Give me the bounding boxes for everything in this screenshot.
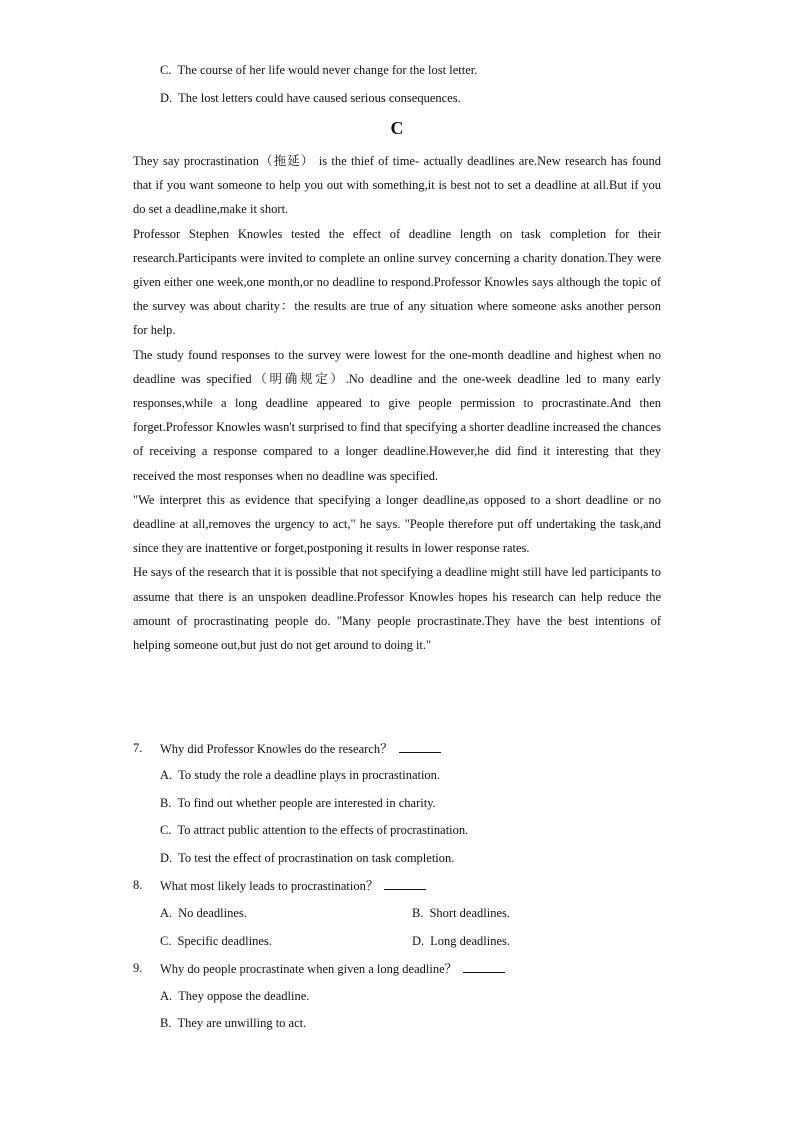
question-stem-text: What most likely leads to procrastination？ (160, 879, 379, 893)
option-text: Specific deadlines. (177, 934, 272, 948)
passage-paragraph: They say procrastination（拖延） is the thief of time- actually deadlines are.New research has found that if you want someone to help you out with something,it is best not to set a deadline at all.But if you do set a deadline,make it short. (133, 154, 661, 217)
question-number: 9. (133, 961, 143, 975)
question-stem-text: Why did Professor Knowles do the research？ (160, 742, 393, 756)
question-7 (133, 740, 653, 756)
option-text: To test the effect of procrastination on task completion. (178, 851, 455, 865)
question-stem (160, 960, 505, 977)
option-letter: C. (160, 934, 172, 948)
option-letter: C. (160, 63, 172, 77)
option-letter: A. (160, 989, 173, 1003)
q9-option-a (160, 988, 309, 1004)
option-text: Short deadlines. (429, 906, 511, 920)
q9-option-b (160, 1015, 306, 1031)
option-letter: D. (412, 934, 425, 948)
answer-blank[interactable] (463, 960, 505, 973)
question-stem (160, 740, 441, 757)
q8-option-a (160, 905, 247, 921)
passage-paragraph: "We interpret this as evidence that specifying a longer deadline,as opposed to a short deadline or no deadline at all,removes the urgency to act," he says. "People therefore put off undertaking the task,and since they are inattentive or forget,postponing it results in lower response rates. (133, 492, 661, 556)
option-letter: B. (412, 906, 424, 920)
question-9 (133, 960, 653, 976)
passage-paragraph: The study found responses to the survey were lowest for the one-month deadline and highest when no deadline was specified（明确规定）.No deadline and the one-week deadline led to many early responses,while a long deadline appeared to give people permission to procrastinate.And then forget.Professor Knowles wasn't surprised to find that specifying a shorter deadline increased the chances of receiving a response compared to a longer deadline.However,he did find it interesting that they received the most responses when no deadline was specified. (133, 347, 661, 483)
option-text: To find out whether people are interested in charity. (177, 796, 436, 810)
q7-option-c (160, 822, 468, 838)
option-text: To study the role a deadline plays in procrastination. (178, 768, 441, 782)
option-letter: C. (160, 823, 172, 837)
option-text: To attract public attention to the effects of procrastination. (177, 823, 469, 837)
option-text: The course of her life would never change for the lost letter. (177, 63, 478, 77)
option-text: The lost letters could have caused serious consequences. (178, 91, 461, 105)
answer-blank[interactable] (384, 877, 426, 890)
reading-passage (133, 149, 661, 657)
option-text: No deadlines. (178, 906, 247, 920)
prev-option-d (160, 90, 461, 106)
question-8 (133, 877, 653, 893)
option-text: Long deadlines. (430, 934, 510, 948)
q8-option-b (412, 905, 510, 921)
option-letter: A. (160, 906, 173, 920)
question-stem-text: Why do people procrastinate when given a long deadline？ (160, 962, 458, 976)
option-text: They oppose the deadline. (178, 989, 310, 1003)
q7-option-b (160, 795, 436, 811)
question-stem (160, 877, 426, 894)
option-text: They are unwilling to act. (177, 1016, 307, 1030)
section-heading: C (390, 118, 404, 138)
question-number: 8. (133, 878, 143, 892)
prev-option-c (160, 62, 477, 78)
option-letter: D. (160, 851, 173, 865)
q7-option-d (160, 850, 454, 866)
question-number: 7. (133, 741, 143, 755)
q7-option-a (160, 767, 440, 783)
passage-paragraph: Professor Stephen Knowles tested the effect of deadline length on task completion for their research.Participants were invited to complete an online survey concerning a charity donation.They were given either one week,one month,or no deadline to respond.Professor Knowles says although the topic of the survey was about charity：the results are true of any situation where someone asks another person for help. (133, 226, 661, 338)
option-letter: B. (160, 1016, 172, 1030)
q8-option-c (160, 933, 272, 949)
passage-paragraph: He says of the research that it is possible that not specifying a deadline might still have led participants to assume that there is an unspoken deadline.Professor Knowles hopes his research can help reduce the amount of procrastinating people do. "Many people procrastinate.They have the best intentions of helping someone out,but just do not get around to doing it." (133, 565, 661, 653)
option-letter: B. (160, 796, 172, 810)
option-letter: A. (160, 768, 173, 782)
option-letter: D. (160, 91, 173, 105)
answer-blank[interactable] (399, 740, 441, 753)
q8-option-d (412, 933, 510, 949)
